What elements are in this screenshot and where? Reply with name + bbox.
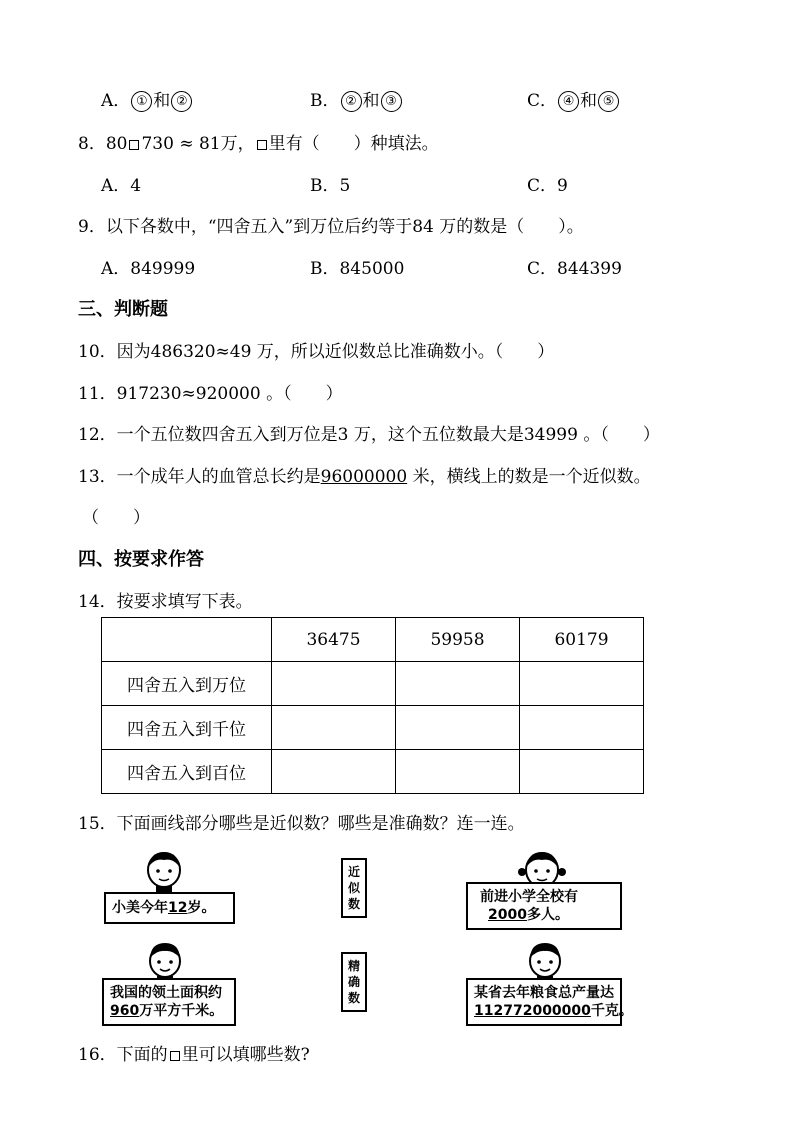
label-exact[interactable]: 精 确 数 bbox=[341, 952, 367, 1012]
table-column-header: 59958 bbox=[396, 618, 520, 662]
answer-cell[interactable] bbox=[520, 750, 644, 794]
answer-cell[interactable] bbox=[396, 706, 520, 750]
label-approximate[interactable]: 近 似 数 bbox=[341, 858, 367, 918]
question-16: 16．下面的 里可以填哪些数? bbox=[78, 1045, 310, 1065]
answer-cell[interactable] bbox=[520, 706, 644, 750]
q7-option-c: C． ④ 和 ⑤ bbox=[527, 86, 620, 112]
q8-option-c: C．9 bbox=[527, 176, 568, 196]
q9-option-b: B．845000 bbox=[310, 259, 405, 279]
blank-box bbox=[257, 140, 267, 150]
answer-cell[interactable] bbox=[272, 662, 396, 706]
blank-box bbox=[170, 1051, 180, 1061]
question-13-answer-parens: （ ） bbox=[82, 508, 150, 528]
speech-box-4: 某省去年粮食总产量达 112772000000千克。 bbox=[466, 978, 622, 1026]
table-corner-cell bbox=[102, 618, 272, 662]
speech-box-2: 我国的领土面积约 960万平方千米。 bbox=[102, 978, 236, 1026]
table-row-header: 四舍五入到千位 bbox=[102, 706, 272, 750]
answer-cell[interactable] bbox=[272, 706, 396, 750]
answer-cell[interactable] bbox=[272, 750, 396, 794]
question-11: 11．917230≈920000 。（ ） bbox=[78, 384, 343, 404]
section-3-heading: 三、判断题 bbox=[78, 299, 168, 320]
girl-head-icon bbox=[138, 848, 190, 894]
question-14: 14．按要求填写下表。 bbox=[78, 592, 253, 612]
q9-option-a: A．849999 bbox=[101, 259, 196, 279]
table-header-row bbox=[102, 618, 644, 662]
section-4-heading: 四、按要求作答 bbox=[78, 549, 204, 570]
question-8: 8．80 730 ≈ 81万， 里有（ ）种填法。 bbox=[78, 134, 439, 154]
table-row bbox=[102, 662, 644, 706]
matching-illustration bbox=[100, 840, 633, 1030]
table-row-header: 四舍五入到万位 bbox=[102, 662, 272, 706]
table-row bbox=[102, 706, 644, 750]
q8-option-b: B．5 bbox=[310, 176, 351, 196]
question-9: 9．以下各数中，“四舍五入”到万位后约等于84 万的数是（ ）。 bbox=[78, 217, 584, 237]
speech-box-3: 前进小学全校有 2000多人。 bbox=[466, 882, 622, 930]
blank-box bbox=[129, 140, 139, 150]
q8-option-a: A．4 bbox=[101, 176, 142, 196]
speech-box-1: 小美今年12岁。 bbox=[104, 892, 235, 924]
rounding-table bbox=[101, 617, 644, 794]
answer-cell[interactable] bbox=[396, 662, 520, 706]
answer-cell[interactable] bbox=[520, 662, 644, 706]
table-column-header: 60179 bbox=[520, 618, 644, 662]
table-row-header: 四舍五入到百位 bbox=[102, 750, 272, 794]
answer-cell[interactable] bbox=[396, 750, 520, 794]
question-13: 13．一个成年人的血管总长约是96000000 米，横线上的数是一个近似数。 bbox=[78, 467, 651, 487]
question-12: 12．一个五位数四舍五入到万位是3 万，这个五位数最大是34999 。（ ） bbox=[78, 425, 660, 445]
q7-option-b: B． ② 和 ③ bbox=[310, 86, 403, 112]
question-10: 10．因为486320≈49 万，所以近似数总比准确数小。（ ） bbox=[78, 342, 555, 362]
q7-option-a: A． ① 和 ② bbox=[101, 86, 193, 112]
table-row bbox=[102, 750, 644, 794]
table-column-header: 36475 bbox=[272, 618, 396, 662]
question-15: 15．下面画线部分哪些是近似数？哪些是准确数？连一连。 bbox=[78, 814, 525, 834]
q9-option-c: C．844399 bbox=[527, 259, 622, 279]
